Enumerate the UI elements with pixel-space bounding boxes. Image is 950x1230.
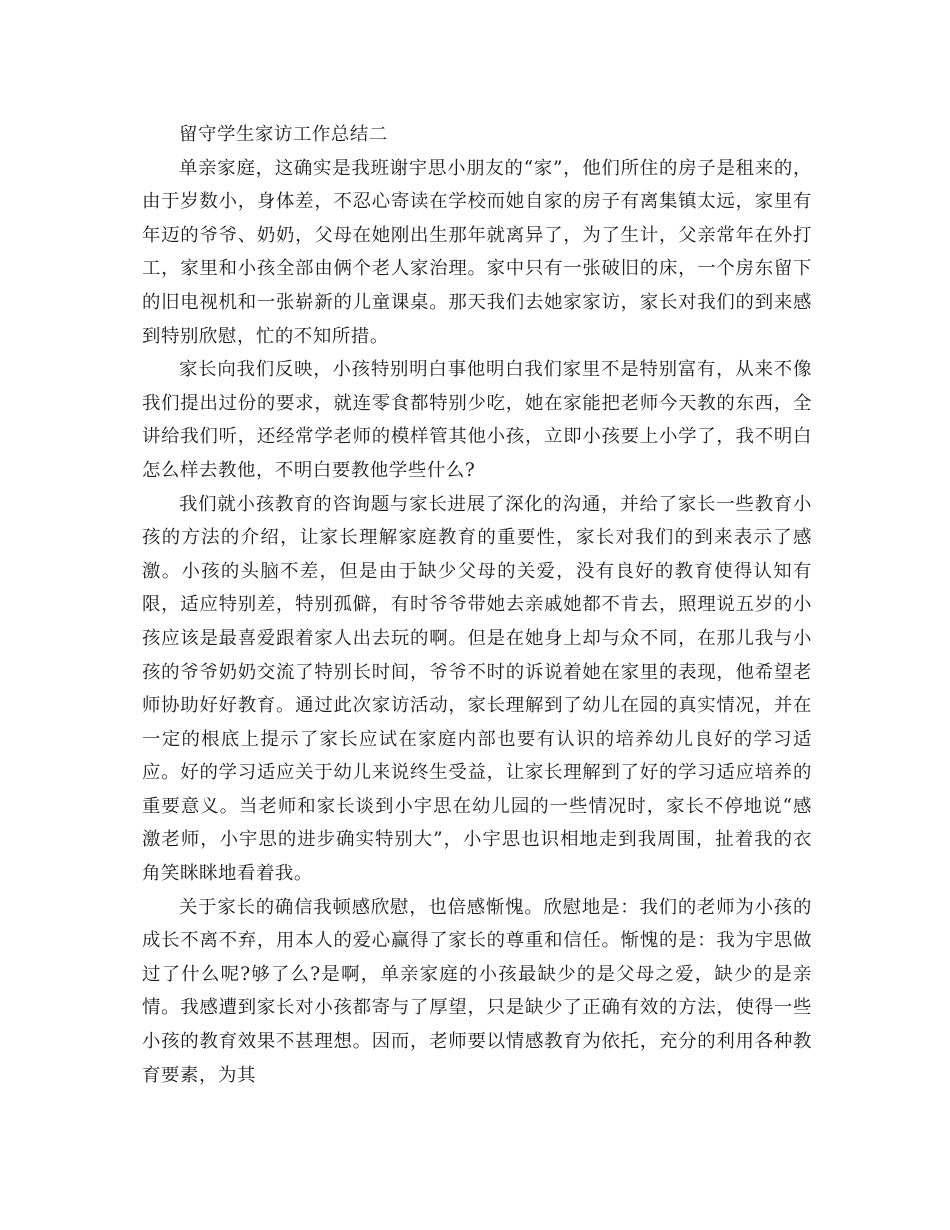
document-title: 留守学生家访工作总结二 <box>179 124 388 145</box>
paragraph-1: 单亲家庭，这确实是我班谢宇思小朋友的“家”，他们所住的房子是租来的，由于岁数小，身体差，不忍心寄读在学校而她自家的房子有离集镇太远，家里有年迈的爷爷、奶奶，父母在她刚出生那年就离异了，为了生计，父亲常年在外打工，家里和小孩全部由俩个老人家治理。家中只有一张破旧的床，一个房东留下的旧电视机和一张崭新的儿童课桌。那天我们去她家家访，家长对我们的到来感到特别欣慰，忙的不知所措。 <box>142 157 812 347</box>
document-page <box>142 118 812 1092</box>
paragraph-2: 家长向我们反映，小孩特别明白事他明白我们家里不是特别富有，从来不像我们提出过份的要求，就连零食都特别少吃，她在家能把老师今天教的东西，全讲给我们听，还经常学老师的模样管其他小孩，立即小孩要上小学了，我不明白怎么样去教他，不明白要教他学些什么? <box>142 359 812 481</box>
paragraph-3: 我们就小孩教育的咨询题与家长进展了深化的沟通，并给了家长一些教育小孩的方法的介绍，让家长理解家庭教育的重要性，家长对我们的到来表示了感激。小孩的头脑不差，但是由于缺少父母的关爱，没有良好的教育使得认知有限，适应特别差，特别孤僻，有时爷爷带她去亲戚她都不肯去，照理说五岁的小孩应该是最喜爱跟着家人出去玩的啊。但是在她身上却与众不同，在那儿我与小孩的爷爷奶奶交流了特别长时间，爷爷不时的诉说着她在家里的表现，他希望老师协助好好教育。通过此次家访活动，家长理解到了幼儿在园的真实情况，并在一定的根底上提示了家长应试在家庭内部也要有认识的培养幼儿良好的学习适应。好的学习适应关于幼儿来说终生受益，让家长理解到了好的学习适应培养的重要意义。当老师和家长谈到小宇思在幼儿园的一些情况时，家长不停地说“感激老师，小宇思的进步确实特别大”，小宇思也识相地走到我周围，扯着我的衣角笑眯眯地看着我。 <box>142 493 812 885</box>
paragraph-4: 关于家长的确信我顿感欣慰，也倍感惭愧。欣慰地是：我们的老师为小孩的成长不离不弃，用本人的爱心赢得了家长的尊重和信任。惭愧的是：我为宇思做过了什么呢?够了么?是啊，单亲家庭的小孩最缺少的是父母之爱，缺少的是亲情。我感遭到家长对小孩都寄与了厚望，只是缺少了正确有效的方法，使得一些小孩的教育效果不甚理想。因而，老师要以情感教育为依托，充分的利用各种教育要素，为其 <box>142 896 812 1086</box>
